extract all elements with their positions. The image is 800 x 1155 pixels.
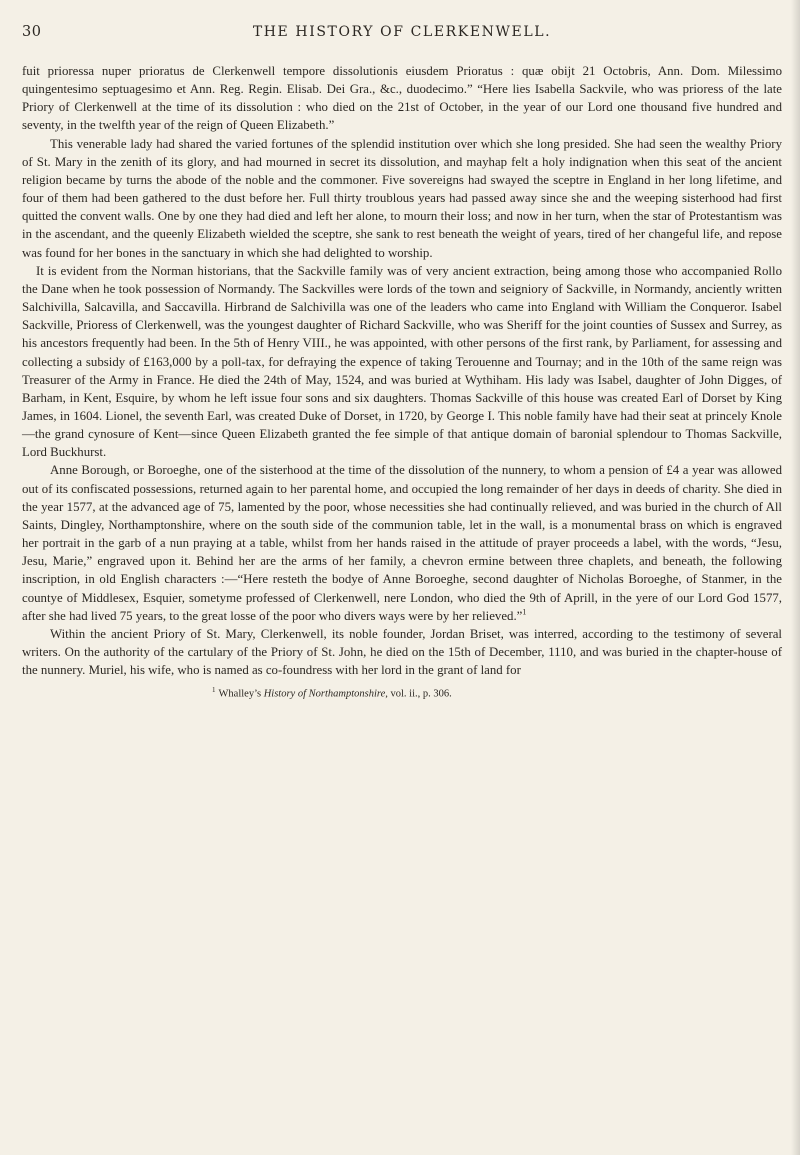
paragraph-venerable-lady: This venerable lady had shared the varied fortunes of the splendid institution over which she long presided. She had seen the wealthy Priory of St. Mary in the zenith of its glory, and had mourned in secret its dissolution, and mayhap felt a holy indignation when this seat of the ancient religion became by turns the abode of the noble and the commoner. Five sovereigns had swayed the sceptre in England in her long lifetime, and four of them had been gathered to the dust before her. Full thirty troublous years had passed away since she and the weeping sisterhood had first quitted the convent walls. One by one they had died and left her alone, to mourn their loss; and now in her turn, when the star of Protestantism was in the ascendant, and the queenly Elizabeth wielded the sceptre, she sank to rest beneath the weight of years, tired of her changeful life, and repose was found for her bones in the sanctuary in which she had delighted to worship. <box>22 136 782 260</box>
paragraph-anne-borough <box>22 461 782 624</box>
page-binding-shadow <box>791 0 800 1155</box>
paragraph-latin-inscription: fuit prioressa nuper prioratus de Clerkenwell tempore dissolutionis eiusdem Prioratus : quæ obijt 21 Octobris, Ann. Dom. Milessimo quingentesimo septuagesimo et Ann. Reg. Regin. Elisab. Dei Gra., &c., duodecimo.” “Here lies Isabella Sackvile, who was prioress of the late Priory of Clerkenwell at the time of its dissolution : who died on the 21st of October, in the year of our Lord one thousand five hundred and seventy, in the twelfth year of the reign of Queen Elizabeth.” <box>22 64 782 133</box>
paragraph-sackville-family: It is evident from the Norman historians, that the Sackville family was of very ancient extraction, being among those who accompanied Rollo the Dane when he took possession of Normandy. The Sackvilles were lords of the town and seigniory of Sackville, in Normandy, anciently written Salchivilla, Salcavilla, and Saccavilla. Hirbrand de Salchivilla was one of the leaders who came into England with William the Conqueror. Isabel Sackville, Prioress of Clerkenwell, was the youngest daughter of Richard Sackville, who was Sheriff for the joint counties of Sussex and Surrey, as his ancestors frequently had been. In the 5th of Henry VIII., he was appointed, with other persons of the first rank, by Parliament, for assessing and collecting a subsidy of £163,000 by a poll-tax, for defraying the expence of taking Terouenne and Tournay; and in the 10th of the same reign was Treasurer of the Army in France. He died the 24th of May, 1524, and was buried at Wythiham. His lady was Isabel, daughter of John Digges, of Barham, in Kent, Esquire, by whom he left issue four sons and six daughters. Thomas Sackville of this house was created Earl of Dorset by King James, in 1604. Lionel, the seventh Earl, was created Duke of Dorset, in 1720, by George I. This noble family have had their seat at princely Knole—the grand cynosure of Kent—since Queen Elizabeth granted the fee simple of that antique domain of baronial splendour to Thomas Sackville, Lord Buckhurst. <box>22 263 782 460</box>
footnote-location: vol. ii., p. 306. <box>390 688 452 700</box>
page-number: 30 <box>22 24 42 40</box>
paragraph-jordan-briset: Within the ancient Priory of St. Mary, Clerkenwell, its noble founder, Jordan Briset, was interred, according to the testimony of several writers. On the authority of the cartulary of the Priory of St. John, he died on the 15th of December, 1110, and was buried in the chapter-house of the nunnery. Muriel, his wife, who is named as co-foundress with her lord in the grant of land for <box>22 626 782 678</box>
running-title: THE HISTORY OF CLERKENWELL. <box>252 24 552 40</box>
anne-borough-text: Anne Borough, or Boroeghe, one of the sisterhood at the time of the dissolution of the nunnery, to whom a pension of £4 a year was allowed out of its confiscated possessions, returned again to her parental home, and occupied the long remainder of her days in deeds of charity. She died in the year 1577, at the advanced age of 75, lamented by the poor, whose necessities she had continually relieved, and was buried in the church of All Saints, Dingley, Northamptonshire, where on the south side of the communion table, let in the wall, is a monumental brass on which is engraved her portrait in the garb of a nun praying at a table, whilst from her hands raised in the attitude of prayer proceeds a label, with the words, “Jesu, Jesu, Marie,” engraved upon it. Behind her are the arms of her family, a chevron ermine between three chaplets, and beneath, the following inscription, in old English characters :—“Here resteth the bodye of Anne Boroeghe, second daughter of Nicholas Boroeghe, of Stanmer, in the countye of Middlesex, Esquier, sometyme professed of Clerkenwell, nere London, who died the 9th of Aprill, in the yere of our Lord God 1577, after she had lived 75 years, to the great losse of the poor who divers ways were by her relieved.” <box>22 463 782 623</box>
footnote-marker: 1 <box>212 686 216 695</box>
footnote-work: History of Northamptonshire, <box>263 688 388 700</box>
body-text <box>22 62 782 679</box>
footnote <box>22 683 782 702</box>
footnote-reference: 1 <box>522 607 527 617</box>
page-header <box>22 22 782 48</box>
footnote-author: Whalley’s <box>218 688 262 700</box>
